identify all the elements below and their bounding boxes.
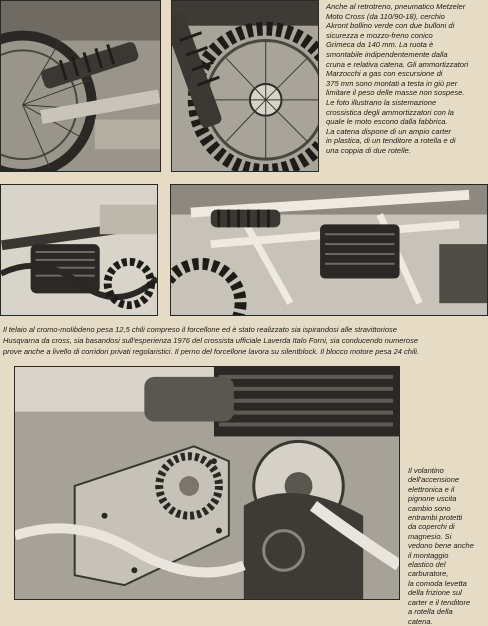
frame-caption: Il telaio al cromo-molibdeno pesa 12,5 chili compreso il forcellone ed è stato realizzato sia ispirandosi alle stravittoriose Husqvarna da cross, sia basandosi sull'esperienza 1976 del crossista ufficiale Laverda Italo Forni, sia conducendo numerose prove anche a livello di corridori privati regolaristici. Il perno del forcellone lavora su silentblock. Il blocco motore pesa 24 chili. — [3, 325, 420, 356]
rear-suspension-detail-photo — [0, 0, 161, 172]
engine-flywheel-photo — [14, 366, 400, 600]
flywheel-caption: Il volantino dell'accensione elettronica e il pignone uscita cambio sono entrambi protetti da coperchi di magnesio. Si vedono bene anche il montaggio elastico del carburatore, la comoda levetta della frizione sul carter e il tenditore a rotella della catena. — [408, 466, 474, 626]
rear-suspension-caption: Anche al retrotreno, pneumatico Metzeler Moto Cross (da 110/90-18), cerchio Akront bollino verde con due bulloni di sicurezza e mozzo-freno conico Grimeca da 140 mm. La ruota è smontabile indipendentemente dalla cruna e relativa catena. Gli ammortizzatori Marzocchi a gas con escursione di 375 mm sono montati a testa in giù per limitare il peso delle masse non sospese. Le foto illustrano la sistemazione crossistica degli ammortizzatori con la quale le moto escono dalla fabbrica. La catena dispone di un ampio carter in plastica, di un tenditore a rotella e di una coppia di due rotelle. — [326, 2, 469, 155]
engine-left-photo — [0, 184, 158, 316]
rear-wheel-photo — [171, 0, 319, 172]
frame-side-photo — [170, 184, 488, 316]
